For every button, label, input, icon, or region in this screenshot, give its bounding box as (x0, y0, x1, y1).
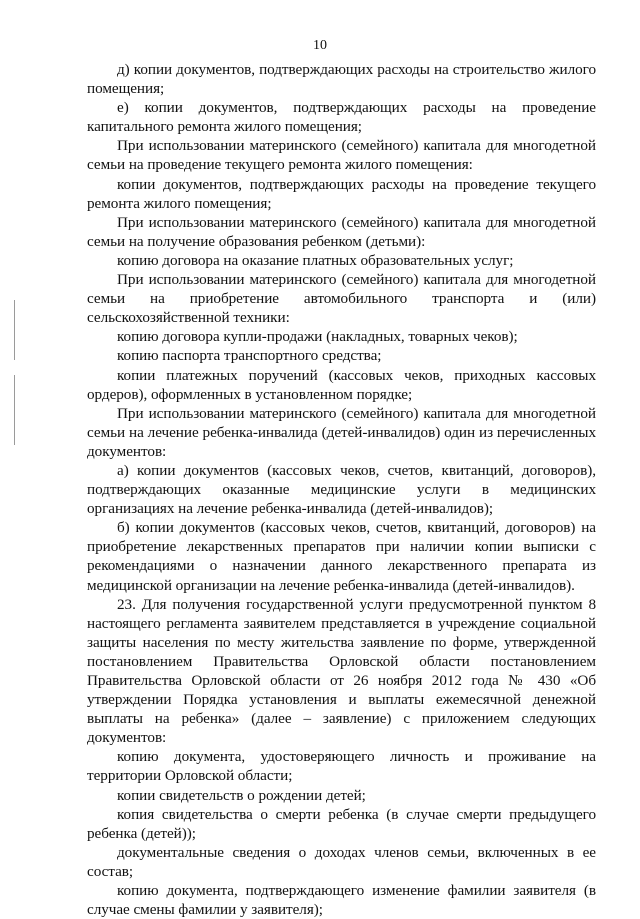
paragraph: а) копии документов (кассовых чеков, счетов, квитанций, договоров), подтверждающих оказанные медицинские услуги в медицинских организациях на лечение ребенка-инвалида (детей-инвалидов); (87, 461, 596, 518)
paragraph: При использовании материнского (семейного) капитала для многодетной семьи на приобретение автомобильного транспорта и (или) сельскохозяйственной техники: (87, 271, 596, 327)
paragraph: копию документа, удостоверяющего личность и проживание на территории Орловской области; (87, 748, 596, 785)
paragraph: При использовании материнского (семейного) капитала для многодетной семьи на проведение текущего ремонта жилого помещения: (87, 137, 596, 174)
page-number: 10 (313, 38, 327, 53)
paragraph: б) копии документов (кассовых чеков, счетов, квитанций, договоров) на приобретение лекарственных препаратов при наличии копии выписки с рекомендациями о назначении данного лекарственного препарата из медицинской организации на лечение ребенка-инвалида (детей-инвалидов). (87, 519, 596, 594)
paragraph: копию договора на оказание платных образовательных услуг; (117, 251, 514, 269)
paragraph: копию договора купли-продажи (накладных, товарных чеков); (117, 328, 518, 346)
paragraph: копию документа, подтверждающего изменение фамилии заявителя (в случае смены фамилии у заявителя); (87, 882, 596, 919)
paragraph: При использовании материнского (семейного) капитала для многодетной семьи на получение образования ребенком (детьми): (87, 213, 596, 250)
paragraph: копии свидетельств о рождении детей; (117, 786, 366, 804)
paragraph: д) копии документов, подтверждающих расходы на строительство жилого помещения; (87, 61, 596, 98)
paragraph: е) копии документов, подтверждающих расходы на проведение капитального ремонта жилого помещения; (87, 99, 596, 136)
paragraph-item-23: 23. Для получения государственной услуги предусмотренной пунктом 8 настоящего регламента заявителем представляется в учреждение социальной защиты населения по месту жительства заявление по форме, утвержденной постановлением Правительства Орловской области постановлением Правительства Орловской области от 26 ноября 2012 года № 430 «Об утверждении Порядка установления и выплаты ежемесячной денежной выплаты на ребенка» (далее – заявление) с приложением следующих документов: (87, 595, 596, 747)
paragraph: документальные сведения о доходах членов семьи, включенных в ее состав; (87, 843, 596, 880)
paragraph: копию паспорта транспортного средства; (117, 347, 382, 365)
paragraph: копия свидетельства о смерти ребенка (в случае смерти предыдущего ребенка (детей)); (87, 805, 596, 842)
scan-margin-mark-upper (14, 300, 15, 360)
paragraph: копии платежных поручений (кассовых чеков, приходных кассовых ордеров), оформленных в установленном порядке; (87, 366, 596, 403)
paragraph: При использовании материнского (семейного) капитала для многодетной семьи на лечение ребенка-инвалида (детей-инвалидов) один из перечисленных документов: (87, 404, 596, 460)
scan-margin-mark-lower (14, 375, 15, 445)
document-body (87, 60, 596, 919)
paragraph: копии документов, подтверждающих расходы на проведение текущего ремонта жилого помещения; (87, 175, 596, 212)
